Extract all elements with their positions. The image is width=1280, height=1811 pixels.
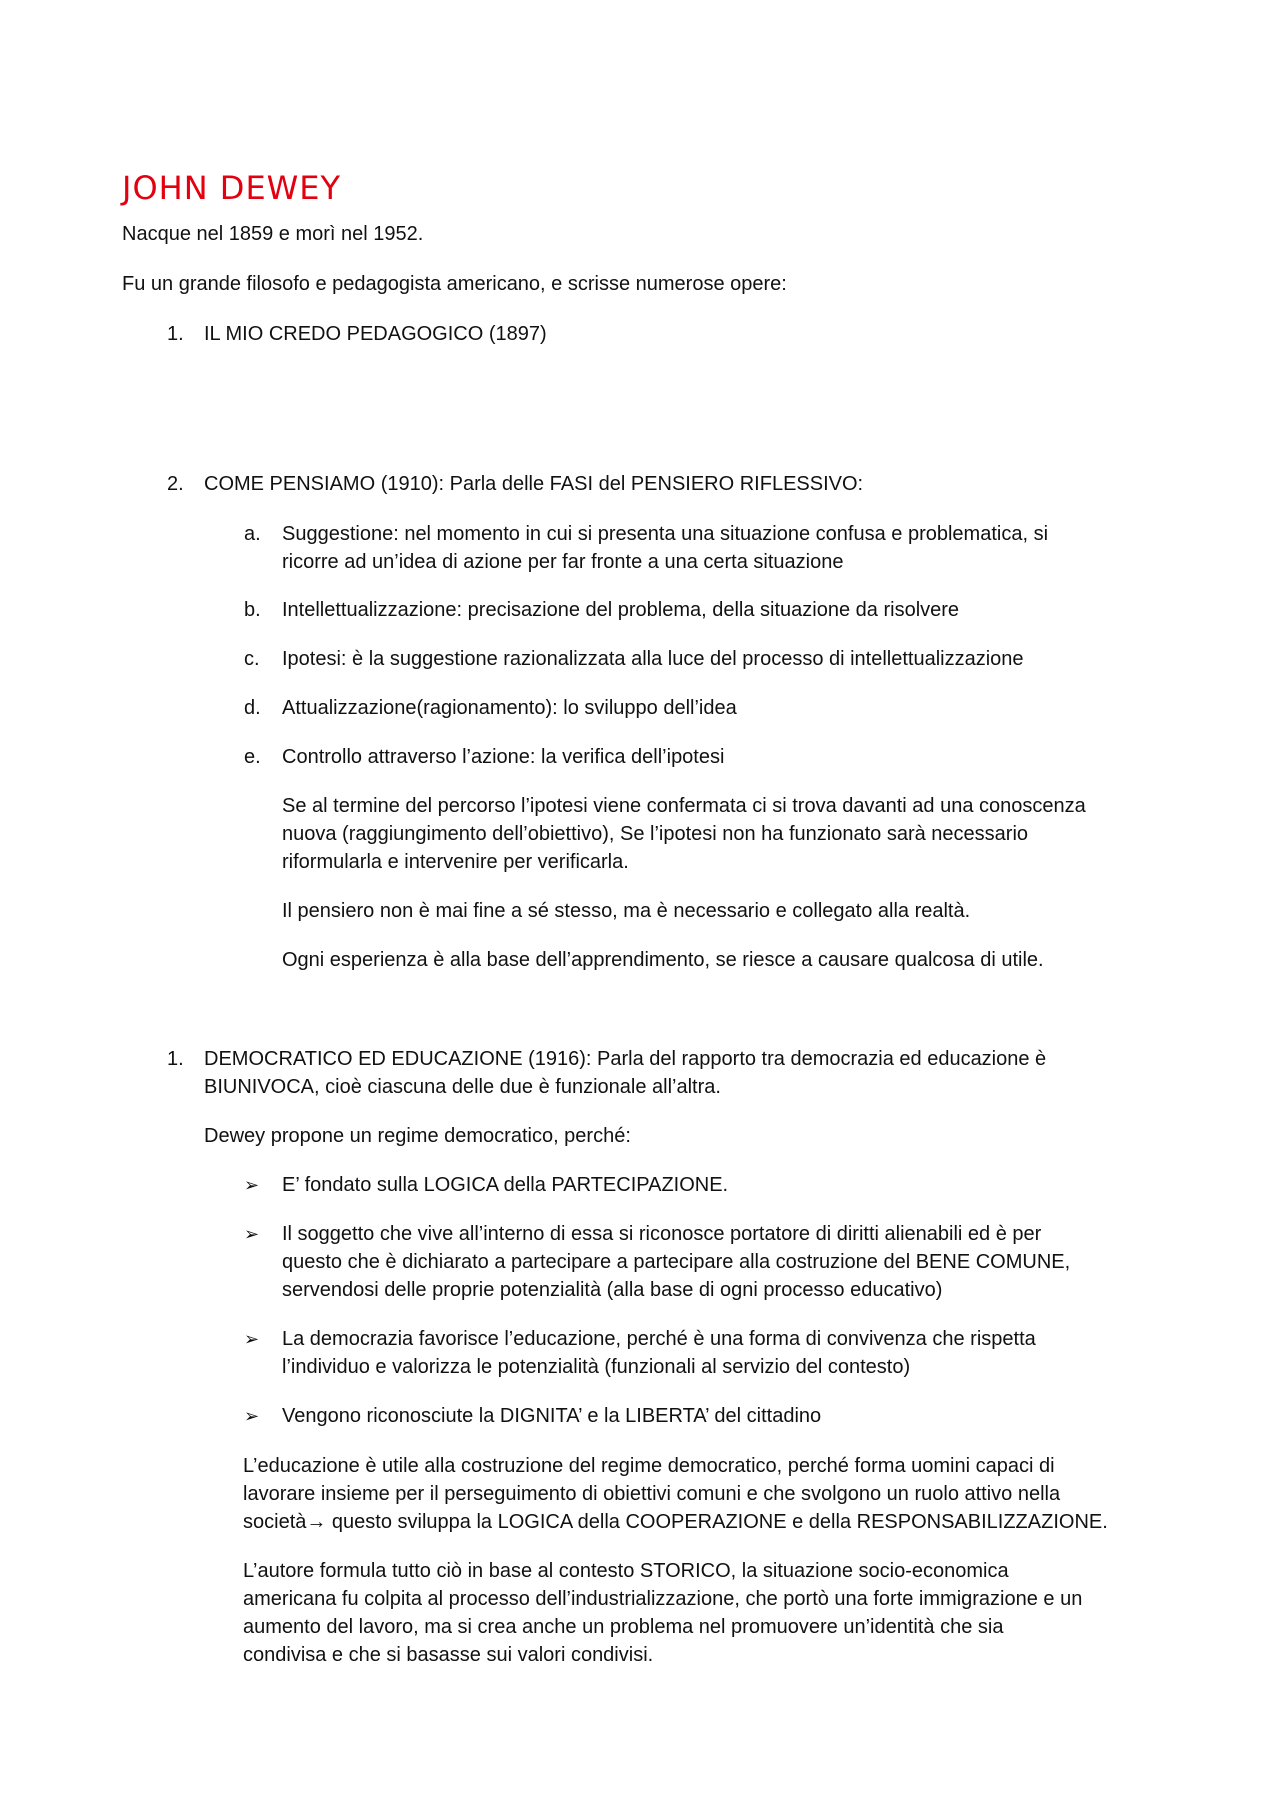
phase-note-3: Ogni esperienza è alla base dell’apprendimento, se riesce a causare qualcosa di utile. xyxy=(282,949,1044,971)
note-line: nuova (raggiungimento dell’obiettivo), Se l’ipotesi non ha funzionato sarà necessario xyxy=(282,823,1029,845)
reason-text-line: questo che è dichiarato a partecipare a partecipare alla costruzione del BENE COMUNE, xyxy=(282,1251,1071,1273)
reason-text-line: La democrazia favorisce l’educazione, perché è una forma di convivenza che rispetta xyxy=(282,1328,1036,1350)
phase-text-line: Controllo attraverso l’azione: la verifica dell’ipotesi xyxy=(282,746,725,768)
list-number: 1. xyxy=(167,1048,184,1070)
closing-line: L’educazione è utile alla costruzione del regime democratico, perché forma uomini capaci di xyxy=(243,1455,1055,1477)
arrow-bullet-icon: ➢ xyxy=(244,1406,260,1426)
reason-text-line: E’ fondato sulla LOGICA della PARTECIPAZIONE. xyxy=(282,1174,729,1196)
phase-letter: a. xyxy=(244,523,261,545)
right-arrow-icon: → xyxy=(306,1511,327,1533)
note-line: riformularla e intervenire per verificarla. xyxy=(282,851,629,873)
intro-birth-death: Nacque nel 1859 e morì nel 1952. xyxy=(122,223,424,245)
phase-text-line: ricorre ad un’idea di azione per far fronte a una certa situazione xyxy=(282,551,844,573)
note-line: Se al termine del percorso l’ipotesi viene confermata ci si trova davanti ad una conoscenza xyxy=(282,795,1086,817)
phase-text-line: Attualizzazione(ragionamento): lo sviluppo dell’idea xyxy=(282,697,737,719)
arrow-bullet-icon: ➢ xyxy=(244,1175,260,1195)
work-title: BIUNIVOCA, cioè ciascuna delle due è funzionale all’altra. xyxy=(204,1076,721,1098)
closing-line: aumento del lavoro, ma si crea anche un problema nel promuovere un’identità che sia xyxy=(243,1616,1004,1638)
phase-text-line: Ipotesi: è la suggestione razionalizzata alla luce del processo di intellettualizzazione xyxy=(282,648,1024,670)
closing-line: condivisa e che si basasse sui valori condivisi. xyxy=(243,1644,654,1666)
list-number: 2. xyxy=(167,473,184,495)
arrow-bullet-icon: ➢ xyxy=(244,1329,260,1349)
work-title: DEMOCRATICO ED EDUCAZIONE (1916): Parla del rapporto tra democrazia ed educazione è xyxy=(204,1048,1047,1070)
reason-text-line: Vengono riconosciute la DIGNITA’ e la LIBERTA’ del cittadino xyxy=(282,1405,822,1427)
phase-text-line: Intellettualizzazione: precisazione del problema, della situazione da risolvere xyxy=(282,599,960,621)
closing-word: questo sviluppa la LOGICA della COOPERAZIONE e della RESPONSABILIZZAZIONE. xyxy=(326,1511,1108,1533)
arrow-bullet-icon: ➢ xyxy=(244,1224,260,1244)
work-title: IL MIO CREDO PEDAGOGICO (1897) xyxy=(204,323,547,345)
document-title: JOHN DEWEY xyxy=(122,169,342,207)
reason-text-line: Il soggetto che vive all’interno di essa si riconosce portatore di diritti alienabili ed è per xyxy=(282,1223,1042,1245)
phase-text-line: Suggestione: nel momento in cui si presenta una situazione confusa e problematica, si xyxy=(282,523,1049,545)
list-number: 1. xyxy=(167,323,184,345)
closing-line: L’autore formula tutto ciò in base al contesto STORICO, la situazione socio-economica xyxy=(243,1560,1009,1582)
closing-line: americana fu colpita al processo dell’industrializzazione, che portò una forte immigrazione e un xyxy=(243,1588,1083,1610)
work-title: COME PENSIAMO (1910): Parla delle FASI del PENSIERO RIFLESSIVO: xyxy=(204,473,864,495)
phase-letter: c. xyxy=(244,648,260,670)
phase-letter: b. xyxy=(244,599,261,621)
phase-letter: e. xyxy=(244,746,261,768)
phase-note-2: Il pensiero non è mai fine a sé stesso, ma è necessario e collegato alla realtà. xyxy=(282,900,971,922)
intro-description: Fu un grande filosofo e pedagogista americano, e scrisse numerose opere: xyxy=(122,273,787,295)
reason-text-line: servendosi delle proprie potenzialità (alla base di ogni processo educativo) xyxy=(282,1279,943,1301)
democracy-intro: Dewey propone un regime democratico, perché: xyxy=(204,1125,631,1147)
closing-word: società xyxy=(243,1511,307,1533)
closing-line: lavorare insieme per il perseguimento di obiettivi comuni e che svolgono un ruolo attivo nella xyxy=(243,1483,1061,1505)
reason-text-line: l’individuo e valorizza le potenzialità (funzionali al servizio del contesto) xyxy=(282,1356,911,1378)
closing-line xyxy=(243,1508,1108,1536)
phase-letter: d. xyxy=(244,697,261,719)
